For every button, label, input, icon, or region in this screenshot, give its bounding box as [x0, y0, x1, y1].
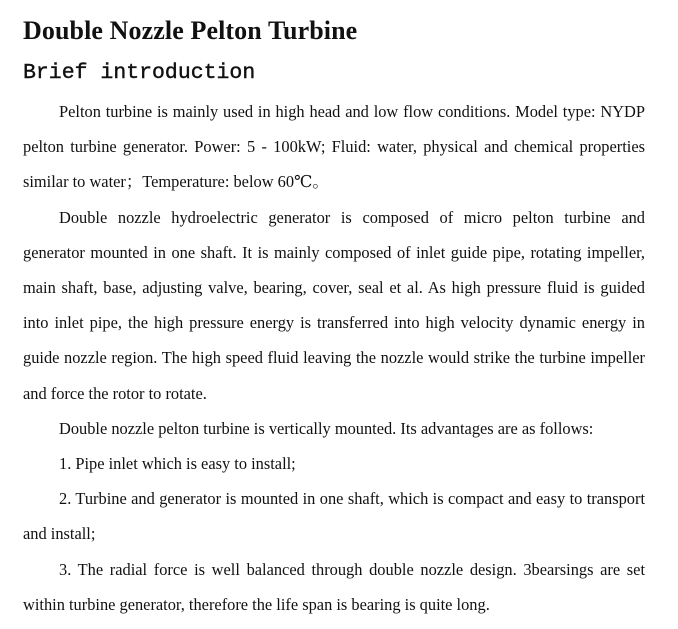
- document-title: Double Nozzle Pelton Turbine: [23, 16, 358, 45]
- advantage-item-1: 1. Pipe inlet which is easy to install;: [59, 454, 296, 474]
- document-page: [23, 14, 645, 622]
- document-body: [23, 94, 645, 622]
- paragraph-composition: Double nozzle hydroelectric generator is composed of micro pelton turbine and generator mounted in one shaft. It is mainly composed of inlet guide pipe, rotating impeller, main shaft, base, adjusting valve, bearing, cover, seal et al. As high pressure fluid is guided into inlet pipe, the high pressure energy is transferred into high velocity dynamic energy in guide nozzle region. The high speed fluid leaving the nozzle would strike the turbine impeller and force the rotor to rotate.: [23, 207, 645, 403]
- section-heading: Brief introduction: [23, 61, 256, 85]
- paragraph-advantages-intro: Double nozzle pelton turbine is vertically mounted. Its advantages are as follows:: [59, 418, 594, 438]
- advantage-item-2: 2. Turbine and generator is mounted in one shaft, which is compact and easy to transport and install;: [23, 489, 645, 544]
- paragraph-overview: Pelton turbine is mainly used in high head and low flow conditions. Model type: NYDP pelton turbine generator. Power: 5 - 100kW; Fluid: water, physical and chemical properties similar to water；Temperature: below 60℃。: [23, 102, 645, 192]
- advantage-item-3: 3. The radial force is well balanced through double nozzle design. 3bearsings are set within turbine generator, therefore the life span is bearing is quite long.: [23, 559, 645, 614]
